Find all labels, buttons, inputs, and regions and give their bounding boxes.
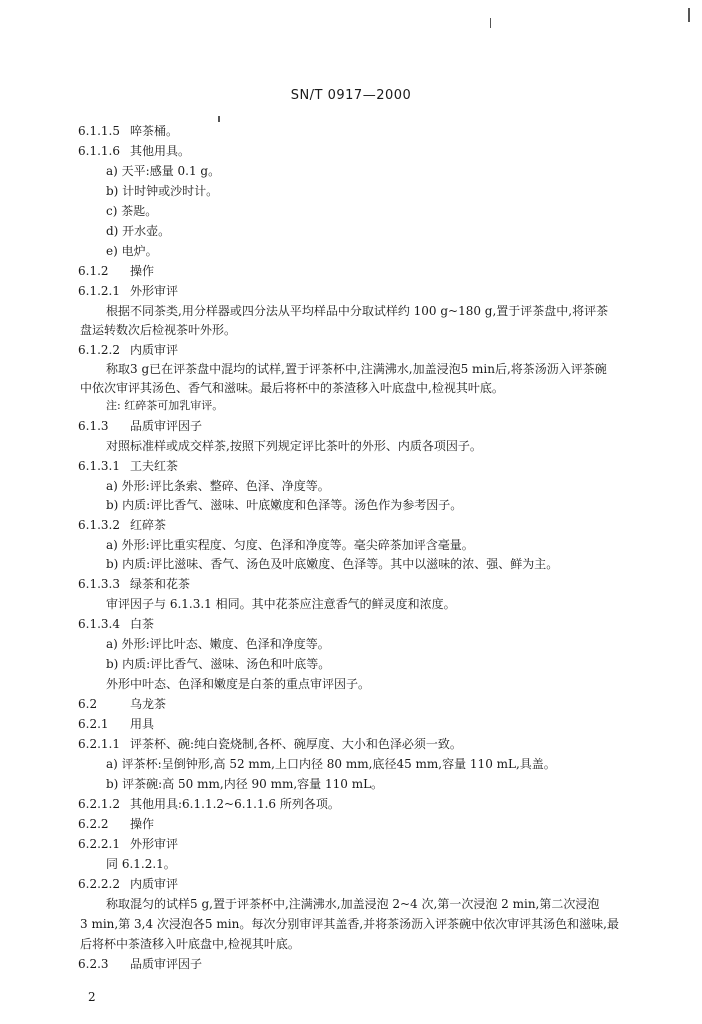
section-heading bbox=[78, 458, 178, 474]
standard-code-header: SN/T 0917—2000 bbox=[290, 88, 412, 103]
section-number: 6.1.3.1 bbox=[78, 459, 120, 473]
section-title: 啐茶桶。 bbox=[130, 124, 179, 138]
section-heading bbox=[78, 263, 154, 279]
section-number: 6.1.2.2 bbox=[78, 343, 120, 357]
section-heading bbox=[78, 123, 178, 139]
section-heading bbox=[78, 576, 190, 592]
paragraph-line: 称取3 g已在评茶盘中混均的试样,置于评茶杯中,注满沸水,加盖浸泡5 min后,将茶汤沥入评茶碗 bbox=[106, 362, 607, 376]
section-title: 操作 bbox=[130, 264, 155, 278]
section-heading bbox=[78, 836, 178, 852]
scan-speck bbox=[490, 18, 491, 28]
section-title: 其他用具:6.1.1.2~6.1.1.6 所列各项。 bbox=[130, 797, 340, 811]
section-number: 6.2.3 bbox=[78, 957, 109, 971]
section-title: 其他用具。 bbox=[130, 144, 191, 158]
section-number: 6.2.2 bbox=[78, 817, 109, 831]
section-title: 工夫红茶 bbox=[130, 459, 179, 473]
section-title: 评茶杯、碗:纯白瓷烧制,各杯、碗厚度、大小和色泽必须一致。 bbox=[130, 737, 462, 751]
list-item: c) 茶匙。 bbox=[106, 204, 158, 218]
scan-speck bbox=[218, 116, 220, 122]
section-title: 内质审评 bbox=[130, 343, 179, 357]
scan-speck bbox=[688, 8, 690, 22]
section-heading bbox=[78, 816, 154, 832]
paragraph-line: 对照标准样或成交样茶,按照下列规定评比茶叶的外形、内质各项因子。 bbox=[106, 439, 482, 453]
list-item: a) 外形:评比重实程度、匀度、色泽和净度等。毫尖碎茶加评含毫量。 bbox=[106, 538, 474, 552]
section-heading bbox=[78, 283, 178, 299]
section-title: 乌龙茶 bbox=[130, 697, 167, 711]
section-number: 6.2.1.1 bbox=[78, 737, 120, 751]
list-item: e) 电炉。 bbox=[106, 244, 158, 258]
section-number: 6.1.1.5 bbox=[78, 124, 120, 138]
section-number: 6.1.3.3 bbox=[78, 577, 120, 591]
paragraph-line: 称取混匀的试样5 g,置于评茶杯中,注满沸水,加盖浸泡 2~4 次,第一次浸泡 2 min,第二次浸泡 bbox=[106, 897, 600, 911]
section-number: 6.2.2.1 bbox=[78, 837, 120, 851]
list-item: d) 开水壶。 bbox=[106, 224, 171, 238]
section-title: 用具 bbox=[130, 717, 155, 731]
section-title: 品质审评因子 bbox=[130, 419, 203, 433]
paragraph-line: 同 6.1.2.1。 bbox=[106, 857, 176, 871]
list-item: b) 评茶碗:高 50 mm,内径 90 mm,容量 110 mL。 bbox=[106, 777, 384, 791]
note-line: 注: 红碎茶可加乳审评。 bbox=[106, 399, 224, 412]
section-number: 6.2.1 bbox=[78, 717, 109, 731]
section-title: 品质审评因子 bbox=[130, 957, 203, 971]
section-heading bbox=[78, 342, 178, 358]
section-heading bbox=[78, 616, 154, 632]
section-number: 6.1.3.2 bbox=[78, 518, 120, 532]
list-item: a) 外形:评比叶态、嫩度、色泽和净度等。 bbox=[106, 637, 330, 651]
section-title: 操作 bbox=[130, 817, 155, 831]
list-item: b) 内质:评比滋味、香气、汤色及叶底嫩度、色泽等。其中以滋味的浓、强、鲜为主。 bbox=[106, 557, 559, 571]
section-number: 6.2.2.2 bbox=[78, 877, 120, 891]
section-number: 6.1.3 bbox=[78, 419, 109, 433]
paragraph-line: 后将杯中茶渣移入叶底盘中,检视其叶底。 bbox=[80, 937, 300, 951]
section-heading bbox=[78, 876, 178, 892]
section-number: 6.1.2 bbox=[78, 264, 109, 278]
section-title: 绿茶和花茶 bbox=[130, 577, 191, 591]
list-item: a) 评茶杯:呈倒钟形,高 52 mm,上口内径 80 mm,底径45 mm,容量 110 mL,具盖。 bbox=[106, 757, 556, 771]
list-item: b) 内质:评比香气、滋味、叶底嫩度和色泽等。汤色作为参考因子。 bbox=[106, 498, 463, 512]
paragraph-line: 审评因子与 6.1.3.1 相同。其中花茶应注意香气的鲜灵度和浓度。 bbox=[106, 597, 456, 611]
paragraph-line: 中依次审评其汤色、香气和滋味。最后将杯中的茶渣移入叶底盘中,检视其叶底。 bbox=[80, 381, 504, 395]
section-title: 内质审评 bbox=[130, 877, 179, 891]
list-item: a) 天平:感量 0.1 g。 bbox=[106, 164, 221, 178]
section-number: 6.2 bbox=[78, 697, 98, 711]
paragraph-line: 外形中叶态、色泽和嫩度是白茶的重点审评因子。 bbox=[106, 677, 371, 691]
section-heading bbox=[78, 418, 202, 434]
paragraph-line: 3 min,第 3,4 次浸泡各5 min。每次分别审评其盖香,并将茶汤沥入评茶碗中依次审评其汤色和滋味,最 bbox=[80, 917, 619, 931]
section-title: 白茶 bbox=[130, 617, 155, 631]
section-heading bbox=[78, 716, 154, 732]
section-title: 外形审评 bbox=[130, 837, 179, 851]
section-heading bbox=[78, 736, 462, 752]
section-heading bbox=[78, 956, 202, 972]
section-number: 6.2.1.2 bbox=[78, 797, 120, 811]
section-heading bbox=[78, 796, 340, 812]
section-heading bbox=[78, 517, 166, 533]
section-title: 红碎茶 bbox=[130, 518, 167, 532]
section-heading bbox=[78, 143, 190, 159]
paragraph-line: 根据不同茶类,用分样器或四分法从平均样品中分取试样约 100 g~180 g,置于评茶盘中,将评茶 bbox=[106, 304, 609, 318]
section-title: 外形审评 bbox=[130, 284, 179, 298]
section-number: 6.1.3.4 bbox=[78, 617, 120, 631]
list-item: a) 外形:评比条索、整碎、色泽、净度等。 bbox=[106, 479, 330, 493]
page-number: 2 bbox=[88, 990, 96, 1004]
section-number: 6.1.1.6 bbox=[78, 144, 120, 158]
list-item: b) 计时钟或沙时计。 bbox=[106, 184, 219, 198]
paragraph-line: 盘运转数次后检视茶叶外形。 bbox=[80, 323, 237, 337]
section-heading bbox=[78, 696, 166, 712]
section-number: 6.1.2.1 bbox=[78, 284, 120, 298]
list-item: b) 内质:评比香气、滋味、汤色和叶底等。 bbox=[106, 657, 331, 671]
